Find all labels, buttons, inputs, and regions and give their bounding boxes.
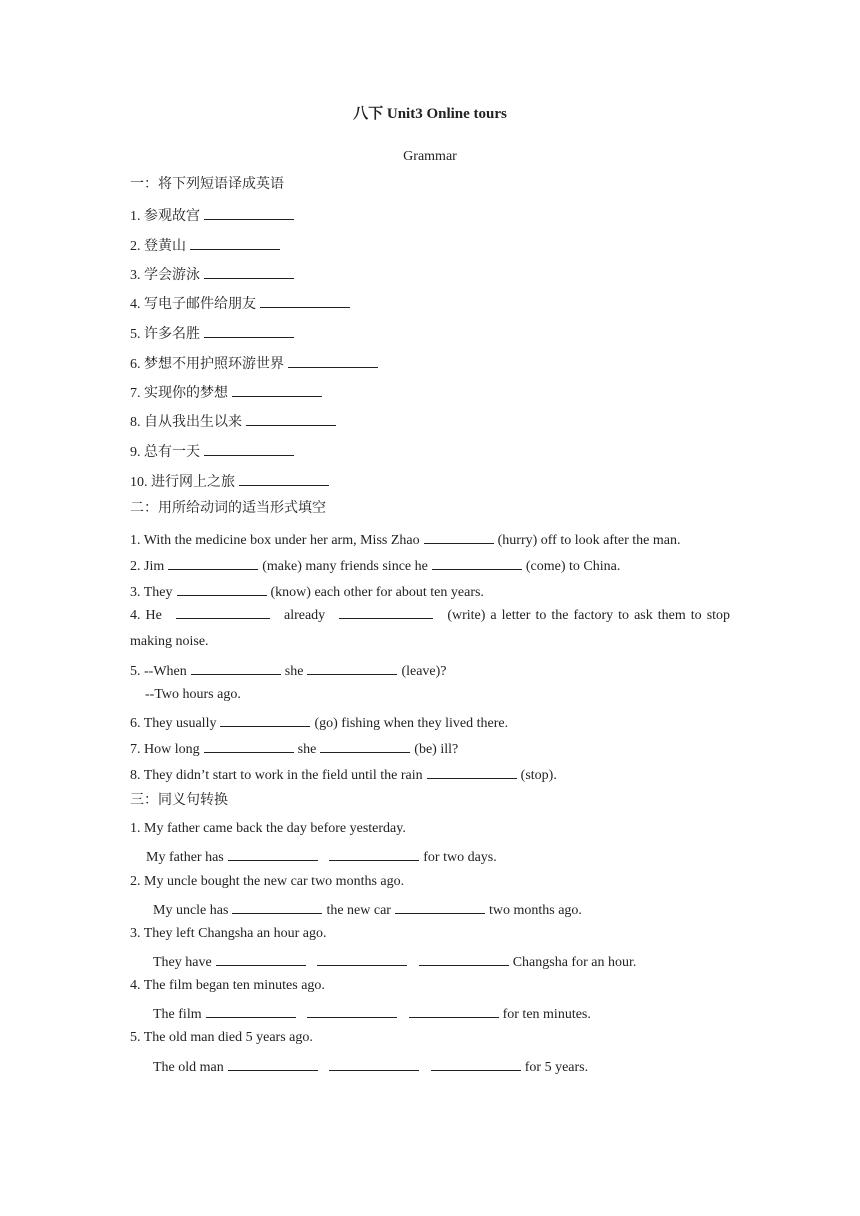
sec1-item-5: 5. 许多名胜 [130,323,298,344]
answer-blank[interactable] [395,899,485,914]
answer-blank[interactable] [206,1003,296,1018]
sec2-question-8: 8. They didn’t start to work in the field until the rain (stop). [130,764,557,785]
sec1-item-1: 1. 参观故宫 [130,205,298,226]
sec2-question-5: 5. --When she (leave)? [130,660,447,681]
sec3-question-3-rewrite: They have Changsha for an hour. [153,951,636,972]
answer-blank[interactable] [419,951,509,966]
answer-blank[interactable] [228,1056,318,1071]
answer-blank[interactable] [168,555,258,570]
sec3-question-4-rewrite: The film for ten minutes. [153,1003,591,1024]
sec1-item-10: 10. 进行网上之旅 [130,471,333,492]
answer-blank[interactable] [176,604,270,619]
sec3-question-4: 4. The film began ten minutes ago. [130,978,325,993]
answer-blank[interactable] [239,471,329,486]
page-title: 八下 Unit3 Online tours [353,106,507,122]
sec3-question-2-rewrite: My uncle has the new car two months ago. [153,899,582,920]
sec3-question-3: 3. They left Changsha an hour ago. [130,926,327,941]
answer-blank[interactable] [232,382,322,397]
answer-blank[interactable] [329,1056,419,1071]
answer-blank[interactable] [246,411,336,426]
sec2-question-4: 4. He already (write) a letter to the factory to ask them to stop making noise. [130,603,730,655]
answer-blank[interactable] [228,846,318,861]
sec3-question-1-rewrite: My father has for two days. [146,846,497,867]
answer-blank[interactable] [317,951,407,966]
sec3-question-2: 2. My uncle bought the new car two months ago. [130,874,405,889]
sec1-item-6: 6. 梦想不用护照环游世界 [130,353,382,374]
answer-blank[interactable] [424,529,494,544]
answer-blank[interactable] [204,323,294,338]
sec3-question-1: 1. My father came back the day before yesterday. [130,821,406,836]
section2-heading: 二：用所给动词的适当形式填空 [130,501,326,516]
answer-blank[interactable] [177,581,267,596]
answer-blank[interactable] [320,738,410,753]
sec1-item-2: 2. 登黄山 [130,235,284,256]
answer-blank[interactable] [307,660,397,675]
sec3-question-5-rewrite: The old man for 5 years. [153,1056,588,1077]
answer-blank[interactable] [260,293,350,308]
sec2-question-3: 3. They (know) each other for about ten years. [130,581,484,602]
sec1-item-8: 8. 自从我出生以来 [130,411,340,432]
answer-blank[interactable] [431,1056,521,1071]
answer-blank[interactable] [220,712,310,727]
sec1-item-9: 9. 总有一天 [130,441,298,462]
answer-blank[interactable] [329,846,419,861]
answer-blank[interactable] [432,555,522,570]
sec2-question-6: 6. They usually (go) fishing when they lived there. [130,712,508,733]
answer-blank[interactable] [204,441,294,456]
sec1-item-4: 4. 写电子邮件给朋友 [130,293,354,314]
section1-heading: 一：将下列短语译成英语 [130,177,284,192]
sec1-item-7: 7. 实现你的梦想 [130,382,326,403]
answer-blank[interactable] [288,353,378,368]
sec2-question-2: 2. Jim (make) many friends since he (come) to China. [130,555,620,576]
answer-blank[interactable] [204,264,294,279]
answer-blank[interactable] [190,235,280,250]
answer-blank[interactable] [191,660,281,675]
sec1-item-3: 3. 学会游泳 [130,264,298,285]
answer-blank[interactable] [232,899,322,914]
sec3-question-5: 5. The old man died 5 years ago. [130,1030,313,1045]
answer-blank[interactable] [216,951,306,966]
answer-blank[interactable] [409,1003,499,1018]
page-subtitle: Grammar [403,149,457,164]
answer-blank[interactable] [204,205,294,220]
sec2-question-5-answer: --Two hours ago. [145,687,241,702]
answer-blank[interactable] [427,764,517,779]
section3-heading: 三：同义句转换 [130,793,228,808]
answer-blank[interactable] [204,738,294,753]
sec2-question-1: 1. With the medicine box under her arm, Miss Zhao (hurry) off to look after the man. [130,529,680,550]
answer-blank[interactable] [307,1003,397,1018]
sec2-question-7: 7. How long she (be) ill? [130,738,458,759]
answer-blank[interactable] [339,604,433,619]
